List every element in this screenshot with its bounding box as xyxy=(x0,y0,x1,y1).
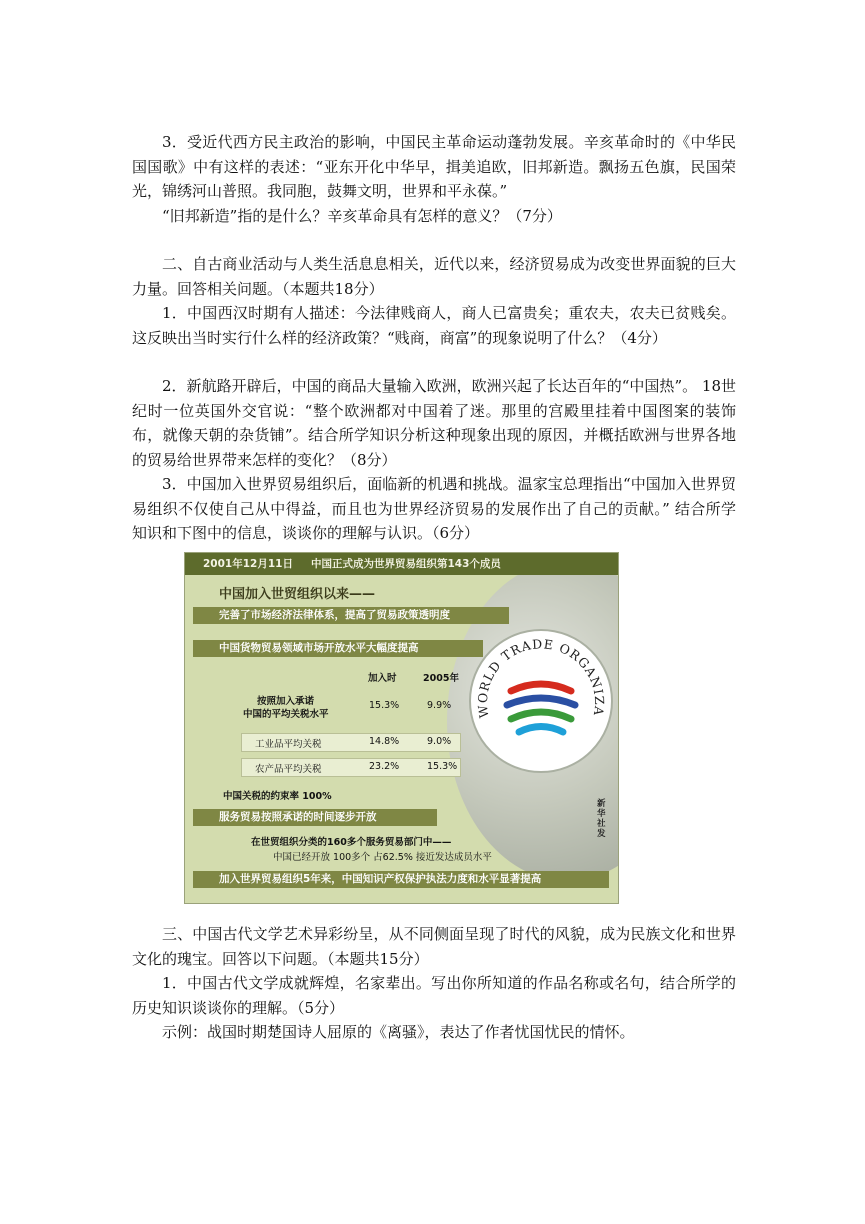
row3-label: 农产品平均关税 xyxy=(255,764,322,775)
question-block-bottom xyxy=(132,922,736,1045)
section2-q3: 3．中国加入世界贸易组织后，面临新的机遇和挑战。温家宝总理指出“中国加入世界贸易组织不仅使自己从中得益，而且也为世界经济贸易的发展作出了自己的贡献。” 结合所学知识和下图中的信息，谈谈你的理解与认识。（6分） xyxy=(132,475,736,542)
section3-example: 示例：战国时期楚国诗人屈原的《离骚》，表达了作者忧国忧民的情怀。 xyxy=(162,1023,635,1041)
band-legal-system: 完善了市场经济法律体系，提高了贸易政策透明度 xyxy=(193,607,509,624)
row3-value-2005: 15.3% xyxy=(427,761,458,772)
section2-q2: 2．新航路开辟后，中国的商品大量输入欧洲，欧洲兴起了长达百年的“中国热”。 18世纪时一位英国外交官说：“整个欧洲都对中国着了迷。那里的宫殿里挂着中国图案的装饰布，就像天朝的杂货铺”。结合所学知识分析这种现象出现的原因，并概括欧洲与世界各地的贸易给世界带来怎样的变化？（8分） xyxy=(132,377,736,469)
credit-xinhua: 新华社发 xyxy=(597,799,606,839)
row1-label-a: 按照加入承诺 xyxy=(257,696,315,707)
row2-value-2005: 9.0% xyxy=(427,736,452,747)
svg-text:WORLD TRADE ORGANIZATION xyxy=(471,631,607,719)
infographic-title-bar xyxy=(185,553,618,575)
col-header-2005: 2005年 xyxy=(423,673,459,684)
q3-ask: “旧邦新造”指的是什么？辛亥革命具有怎样的意义？（7分） xyxy=(162,206,562,225)
row3-value-join: 23.2% xyxy=(369,761,400,772)
col-header-join: 加入时 xyxy=(368,673,397,684)
infographic-heading: 中国加入世贸组织以来—— xyxy=(219,587,376,602)
row1-value-2005: 9.9% xyxy=(427,700,452,711)
q3-text: 3．受近代西方民主政治的影响，中国民主革命运动蓬勃发展。辛亥革命时的《中华民国国歌》中有这样的表述：“亚东开化中华早，揖美追欧，旧邦新造。飘扬五色旗，民国荣光，锦绣河山普照。我同胞，鼓舞文明，世界和平永葆。” xyxy=(132,133,736,200)
services-line1: 在世贸组织分类的160多个服务贸易部门中—— xyxy=(251,837,452,848)
band-goods-trade: 中国货物贸易领域市场开放水平大幅度提高 xyxy=(193,640,483,657)
section2-intro: 二、自古商业活动与人类生活息息相关，近代以来，经济贸易成为改变世界面貌的巨大力量。回答相关问题。（本题共18分） xyxy=(132,255,736,298)
question-block-top xyxy=(132,130,736,546)
services-line2: 中国已经开放 100多个 占62.5% 接近发达成员水平 xyxy=(273,852,492,863)
band-ip-protection: 加入世界贸易组织5年来，中国知识产权保护执法力度和水平显著提高 xyxy=(193,871,609,888)
wto-logo-text: WORLD TRADE ORGANIZA xyxy=(474,636,608,719)
tariff-bind-rate: 中国关税的约束率 100% xyxy=(223,791,332,802)
row1-label-b: 中国的平均关税水平 xyxy=(243,709,329,720)
section2-q1: 1．中国西汉时期有人描述：今法律贱商人，商人已富贵矣；重农夫，农夫已贫贱矣。这反映出当时实行什么样的经济政策？“贱商，商富”的现象说明了什么？（4分） xyxy=(132,304,736,347)
join-title: 中国正式成为世界贸易组织第143个成员 xyxy=(311,558,501,570)
section3-intro: 三、中国古代文学艺术异彩纷呈，从不同侧面呈现了时代的风貌，成为民族文化和世界文化的瑰宝。回答以下问题。（本题共15分） xyxy=(132,925,736,968)
row1-value-join: 15.3% xyxy=(369,700,400,711)
wto-logo-icon xyxy=(471,631,611,771)
wto-infographic xyxy=(184,552,619,904)
row2-value-join: 14.8% xyxy=(369,736,400,747)
wto-logo xyxy=(469,629,613,773)
row2-label: 工业品平均关税 xyxy=(255,739,322,750)
band-services: 服务贸易按照承诺的时间逐步开放 xyxy=(193,809,437,826)
join-date: 2001年12月11日 xyxy=(203,558,293,570)
section3-q1: 1．中国古代文学成就辉煌，名家辈出。写出你所知道的作品名称或名句，结合所学的历史知识谈谈你的理解。（5分） xyxy=(132,974,736,1017)
